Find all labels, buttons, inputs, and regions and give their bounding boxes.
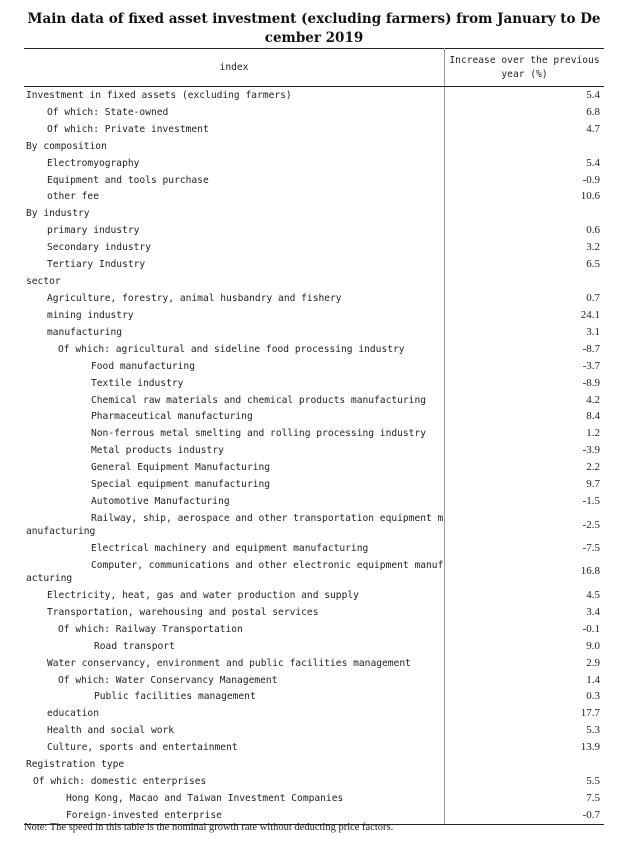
row-value: 6.8 [445, 104, 605, 121]
table-row [24, 155, 604, 172]
table-row [24, 756, 604, 773]
table-row [24, 672, 604, 689]
table-row [24, 104, 604, 121]
row-value: 6.5 [445, 256, 605, 273]
row-value: -0.9 [445, 172, 605, 189]
row-label: Tertiary Industry [47, 259, 146, 271]
row-value: 9.0 [445, 638, 605, 655]
table-row [24, 655, 604, 672]
row-value [445, 205, 605, 222]
table-row [24, 493, 604, 510]
row-label: other fee [47, 191, 99, 203]
table-row [24, 442, 604, 459]
row-value: 4.7 [445, 121, 605, 138]
header-value: Increase over the previous year (%) [445, 49, 605, 87]
row-label: Of which: Railway Transportation [58, 623, 243, 635]
page-title: Main data of fixed asset investment (excluding farmers) from January to December 2019 [27, 11, 601, 46]
row-value: -7.5 [445, 540, 605, 557]
row-value: 8.4 [445, 409, 605, 426]
row-label: Registration type [26, 759, 125, 771]
row-label: mining industry [47, 309, 134, 321]
row-label: Pharmaceutical manufacturing [91, 411, 253, 423]
row-label: Public facilities management [94, 691, 256, 703]
table-body [24, 87, 604, 825]
row-value: 2.9 [445, 655, 605, 672]
row-value: 3.2 [445, 239, 605, 256]
table-row [24, 790, 604, 807]
row-label: Transportation, warehousing and postal services [47, 606, 319, 618]
row-value [445, 273, 605, 290]
table-row [24, 621, 604, 638]
row-value: 0.6 [445, 222, 605, 239]
row-value: 5.4 [445, 87, 605, 104]
row-label: Metal products industry [91, 445, 224, 457]
table-row [24, 205, 604, 222]
row-value: 3.4 [445, 604, 605, 621]
row-value: 24.1 [445, 307, 605, 324]
table-row [24, 739, 604, 756]
table-row [24, 773, 604, 790]
row-value: 10.6 [445, 189, 605, 206]
table-row [24, 604, 604, 621]
row-label: Computer, communications and other electronic equipment manufacturing [26, 559, 444, 584]
row-label: Textile industry [91, 377, 184, 389]
row-value: 17.7 [445, 705, 605, 722]
row-value: -2.5 [445, 510, 605, 540]
row-label: Electromyography [47, 157, 140, 169]
row-value: 7.5 [445, 790, 605, 807]
row-value: 0.3 [445, 689, 605, 706]
footnote: Note: The speed in this table is the nominal growth rate without deducting price factors. [24, 822, 394, 833]
table-row [24, 375, 604, 392]
row-value [445, 756, 605, 773]
row-label: Automotive Manufacturing [91, 496, 230, 508]
row-value: 5.5 [445, 773, 605, 790]
row-label: education [47, 708, 99, 720]
table-row [24, 557, 604, 587]
row-label: By composition [26, 140, 107, 152]
row-label: Water conservancy, environment and public facilities management [47, 657, 411, 669]
table-row [24, 587, 604, 604]
row-label: By industry [26, 208, 90, 220]
row-value: -0.7 [445, 807, 605, 824]
table-row [24, 540, 604, 557]
table-row [24, 476, 604, 493]
row-label: Culture, sports and entertainment [47, 742, 238, 754]
row-label: Foreign-invested enterprise [24, 807, 445, 824]
row-value: 9.7 [445, 476, 605, 493]
header-index: index [24, 49, 445, 87]
row-label: Equipment and tools purchase [47, 174, 209, 186]
table-row [24, 307, 604, 324]
row-value: 2.2 [445, 459, 605, 476]
row-label: Electricity, heat, gas and water production and supply [47, 589, 359, 601]
table-row [24, 638, 604, 655]
table-row [24, 705, 604, 722]
row-label: Railway, ship, aerospace and other transportation equipment manufacturing [26, 513, 444, 538]
row-label: Chemical raw materials and chemical products manufacturing [91, 394, 427, 406]
table-row [24, 290, 604, 307]
row-value: 0.7 [445, 290, 605, 307]
row-value: 4.5 [445, 587, 605, 604]
row-label: primary industry [47, 225, 140, 237]
table-row [24, 172, 604, 189]
row-label: Electrical machinery and equipment manufacturing [91, 543, 369, 554]
row-label: Hong Kong, Macao and Taiwan Investment Companies [66, 792, 344, 804]
row-label: Food manufacturing [91, 360, 195, 372]
row-label: Of which: State-owned [47, 106, 169, 118]
table-row [24, 273, 604, 290]
row-value [445, 138, 605, 155]
row-label: Special equipment manufacturing [91, 479, 271, 491]
row-label: sector [26, 276, 61, 288]
row-label: Of which: Water Conservancy Management [58, 674, 278, 686]
table-row [24, 222, 604, 239]
row-value: -8.7 [445, 341, 605, 358]
row-label: Of which: agricultural and sideline food processing industry [58, 343, 405, 355]
table-row [24, 256, 604, 273]
row-label: Road transport [94, 640, 175, 652]
row-label: Investment in fixed assets (excluding farmers) [26, 89, 292, 101]
table-row [24, 425, 604, 442]
row-label: manufacturing [47, 326, 123, 338]
row-value: -3.9 [445, 442, 605, 459]
row-label: Health and social work [47, 725, 175, 737]
table-row [24, 459, 604, 476]
table-row [24, 121, 604, 138]
row-value: 16.8 [445, 557, 605, 587]
table-row [24, 392, 604, 409]
row-value: 1.2 [445, 425, 605, 442]
row-label: Non-ferrous metal smelting and rolling processing industry [91, 428, 427, 440]
row-label: Of which: domestic enterprises [33, 776, 207, 788]
row-value: -0.1 [445, 621, 605, 638]
data-table [24, 48, 604, 825]
table-row [24, 138, 604, 155]
row-value: -8.9 [445, 375, 605, 392]
table-row [24, 189, 604, 206]
table-row [24, 510, 604, 540]
table-row [24, 358, 604, 375]
table-row [24, 341, 604, 358]
table-row [24, 87, 604, 104]
table-row [24, 689, 604, 706]
row-label: Of which: Private investment [47, 123, 209, 135]
table-row [24, 409, 604, 426]
row-label: Secondary industry [47, 242, 151, 254]
table-row [24, 239, 604, 256]
row-value: 5.3 [445, 722, 605, 739]
table-header-row [24, 49, 604, 87]
table-row [24, 324, 604, 341]
row-value: -3.7 [445, 358, 605, 375]
table-row [24, 722, 604, 739]
row-value: 13.9 [445, 739, 605, 756]
row-value: -1.5 [445, 493, 605, 510]
row-label: General Equipment Manufacturing [91, 462, 271, 474]
row-value: 5.4 [445, 155, 605, 172]
row-value: 1.4 [445, 672, 605, 689]
row-value: 3.1 [445, 324, 605, 341]
row-value: 4.2 [445, 392, 605, 409]
row-label: Agriculture, forestry, animal husbandry and fishery [47, 293, 342, 305]
